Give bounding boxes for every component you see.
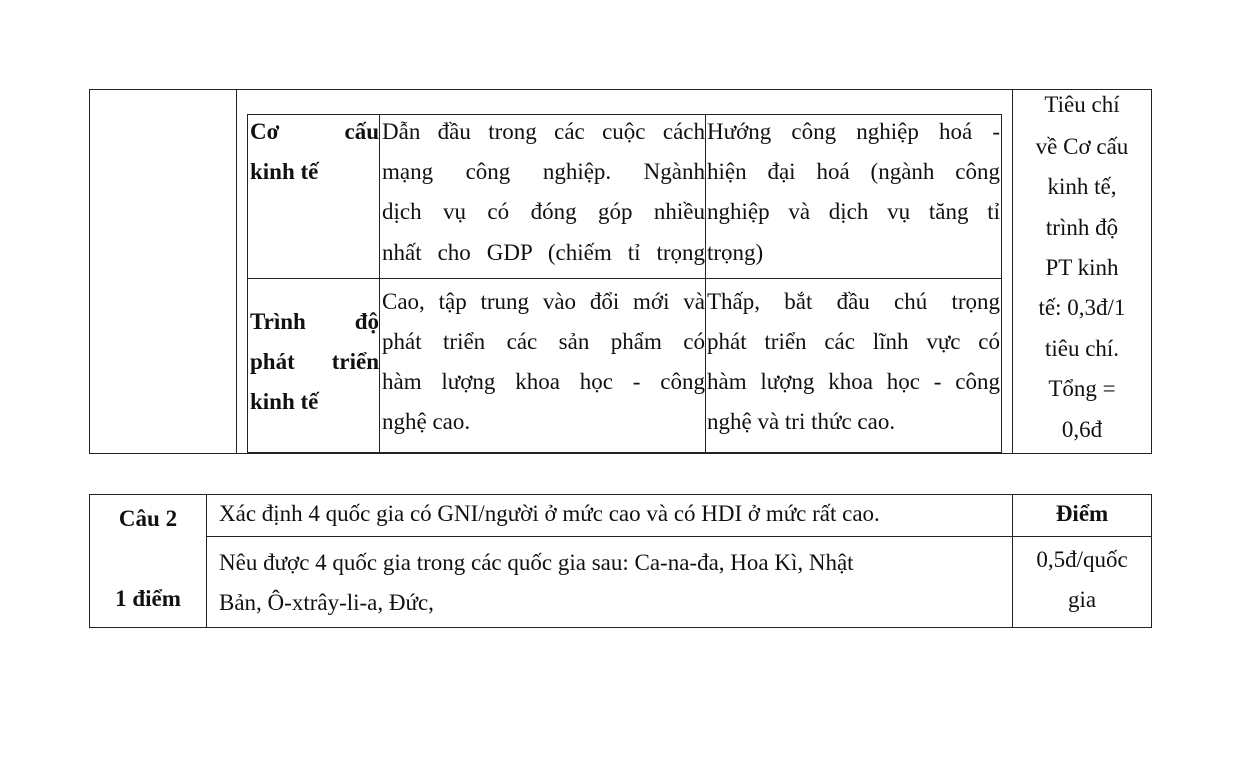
score-note-line8: Tổng =	[1048, 376, 1116, 401]
inner-right-border	[1001, 114, 1002, 453]
row2-developing-line1: Thấp, bắt đầu chú trọng	[707, 289, 1000, 314]
row2-developed-line2: phát triển các sản phẩm có	[382, 329, 705, 354]
question-label: Câu 2	[118, 506, 178, 531]
row1-developed-line3: dịch vụ có đóng góp nhiều	[382, 199, 705, 224]
row2-developing-line2: phát triển các lĩnh vực có	[707, 329, 1000, 354]
outer-bottom-border	[89, 453, 1152, 454]
score-note-line3: kinh tế,	[1047, 174, 1117, 199]
answer-line1: Nêu được 4 quốc gia trong các quốc gia sau: Ca-na-đa, Hoa Kì, Nhật	[219, 550, 854, 575]
row2-developing-line3: hàm lượng khoa học - công	[707, 369, 1000, 394]
row2-developed-line3: hàm lượng khoa học - công	[382, 369, 705, 394]
answer-line2: Bản, Ô-xtrây-li-a, Đức,	[219, 590, 434, 615]
t2-bottom-border	[89, 627, 1152, 628]
t2-row-divider	[206, 536, 1152, 537]
score-note-line9: 0,6đ	[1061, 417, 1103, 442]
score-note-line2: về Cơ cấu	[1035, 134, 1129, 159]
row1-developing-line4: trọng)	[707, 240, 764, 265]
row2-label-line2: phát triển	[250, 349, 379, 374]
score-note-line1: Tiêu chí	[1044, 92, 1120, 117]
outer-left-border	[89, 89, 90, 454]
inner-left-border	[247, 114, 248, 453]
row1-developing-line3: nghiệp và dịch vụ tăng tỉ	[707, 199, 1000, 224]
score-note-line4: trình độ	[1045, 215, 1119, 240]
inner-row-divider	[247, 278, 1002, 279]
score-note-line6: tế: 0,3đ/1	[1038, 295, 1126, 320]
score-line2: gia	[1067, 587, 1097, 612]
row1-developed-line4: nhất cho GDP (chiếm tỉ trọng	[382, 240, 705, 265]
row2-developed-line1: Cao, tập trung vào đổi mới và	[382, 289, 705, 314]
row2-label-line1: Trình độ	[250, 309, 379, 334]
score-header: Điểm	[1055, 501, 1109, 526]
question-prompt: Xác định 4 quốc gia có GNI/người ở mức cao và có HDI ở mức rất cao.	[219, 501, 880, 526]
row2-developed-line4: nghệ cao.	[382, 409, 471, 434]
inner-col-divider-1	[379, 114, 380, 453]
row1-developing-line1: Hướng công nghiệp hoá -	[707, 119, 1000, 144]
points-label: 1 điểm	[115, 586, 181, 611]
inner-col-divider-2	[705, 114, 706, 453]
score-note-line5: PT kinh	[1045, 255, 1119, 280]
t2-col-divider-1	[206, 494, 207, 628]
outer-col-divider-1	[236, 89, 237, 454]
t2-right-border	[1151, 494, 1152, 628]
score-line1: 0,5đ/quốc	[1036, 547, 1128, 572]
score-note-line7: tiêu chí.	[1044, 336, 1120, 361]
row1-label-line2: kinh tế	[250, 159, 319, 184]
row2-developing-line4: nghệ và tri thức cao.	[707, 409, 896, 434]
outer-top-border	[89, 89, 1152, 90]
inner-bottom-border	[247, 452, 1002, 453]
row2-label-line3: kinh tế	[250, 389, 319, 414]
outer-right-border	[1151, 89, 1152, 454]
row1-label-line1: Cơ cấu	[250, 119, 379, 144]
row1-developed-line2: mạng công nghiệp. Ngành	[382, 159, 705, 184]
row1-developed-line1: Dẫn đầu trong các cuộc cách	[382, 119, 705, 144]
row1-developing-line2: hiện đại hoá (ngành công	[707, 159, 1000, 184]
